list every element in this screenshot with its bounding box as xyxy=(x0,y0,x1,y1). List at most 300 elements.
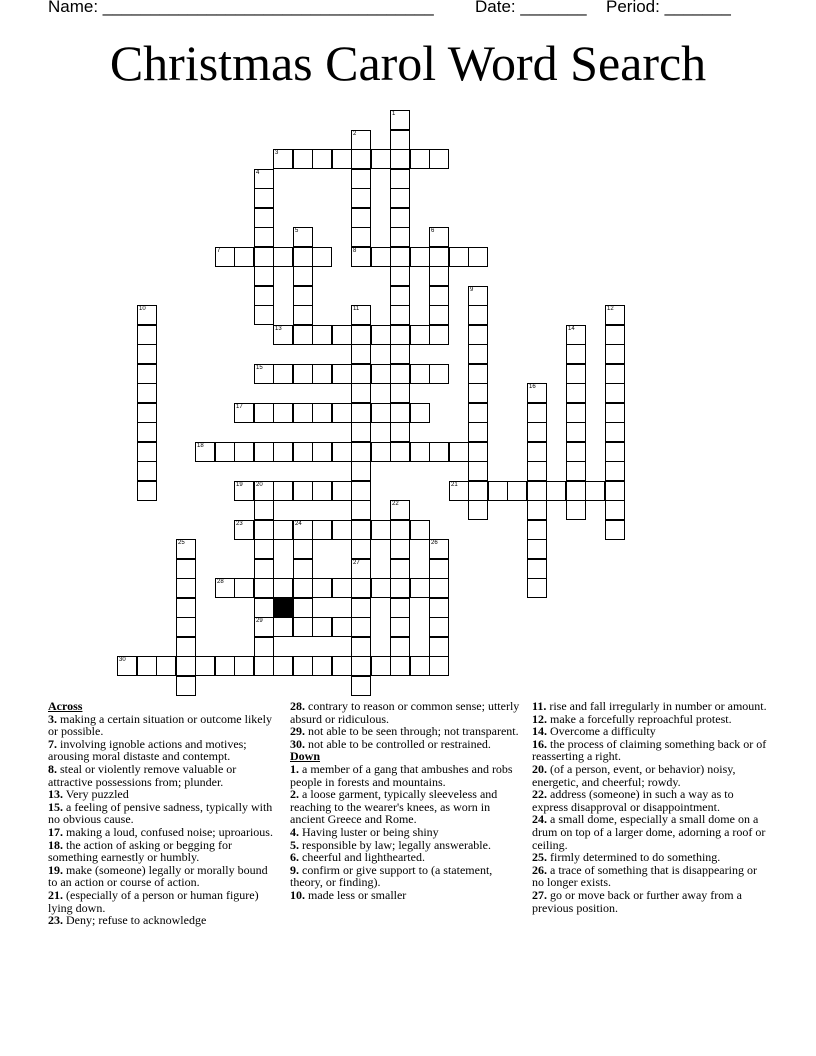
grid-cell[interactable] xyxy=(410,247,430,267)
across-clue xyxy=(290,700,526,725)
grid-cell[interactable] xyxy=(254,305,274,325)
clue-text: (of a person, event, or behavior) noisy, energetic, and cheerful; rowdy. xyxy=(532,761,736,789)
grid-cell[interactable] xyxy=(351,559,371,579)
grid-cell[interactable] xyxy=(137,383,157,403)
clue-text: responsible by law; legally answerable. xyxy=(299,837,491,852)
grid-cell[interactable] xyxy=(293,286,313,306)
grid-cell[interactable] xyxy=(332,617,352,637)
grid-cell[interactable] xyxy=(312,247,332,267)
grid-cell[interactable] xyxy=(254,578,274,598)
grid-cell[interactable] xyxy=(176,656,196,676)
grid-cell[interactable] xyxy=(293,442,313,462)
grid-cell[interactable] xyxy=(605,344,625,364)
grid-cell[interactable] xyxy=(293,149,313,169)
grid-cell[interactable] xyxy=(605,325,625,345)
page-title: Christmas Carol Word Search xyxy=(109,35,707,91)
grid-cell[interactable] xyxy=(527,559,547,579)
clue-number: 18 xyxy=(197,443,204,449)
grid-cell[interactable] xyxy=(527,461,547,481)
grid-cell[interactable] xyxy=(390,617,410,637)
grid-cell[interactable] xyxy=(468,344,488,364)
grid-cell[interactable] xyxy=(254,598,274,618)
grid-cell[interactable] xyxy=(566,461,586,481)
grid-cell[interactable] xyxy=(410,442,430,462)
clue-number: 5 xyxy=(295,228,299,234)
down-heading: Down xyxy=(290,749,321,764)
grid-cell[interactable] xyxy=(390,383,410,403)
down-clue xyxy=(532,763,768,788)
grid-cell[interactable] xyxy=(254,559,274,579)
grid-cell[interactable] xyxy=(293,481,313,501)
grid-cell[interactable] xyxy=(176,676,196,696)
grid-cell[interactable] xyxy=(254,247,274,267)
clue-number: 8 xyxy=(353,248,357,254)
grid-cell[interactable] xyxy=(605,383,625,403)
grid-cell[interactable] xyxy=(137,656,157,676)
grid-cell[interactable] xyxy=(351,305,371,325)
grid-cell[interactable] xyxy=(332,364,352,384)
grid-cell[interactable] xyxy=(254,481,274,501)
grid-cell[interactable] xyxy=(390,305,410,325)
grid-cell[interactable] xyxy=(137,364,157,384)
grid-cell[interactable] xyxy=(254,208,274,228)
grid-cell[interactable] xyxy=(527,383,547,403)
grid-cell[interactable] xyxy=(293,656,313,676)
across-clue xyxy=(48,801,276,826)
grid-cell[interactable] xyxy=(605,481,625,501)
grid-cell[interactable] xyxy=(312,364,332,384)
grid-cell[interactable] xyxy=(546,481,566,501)
grid-cell[interactable] xyxy=(293,578,313,598)
clue-number: 22 xyxy=(392,501,399,507)
grid-cell[interactable] xyxy=(429,286,449,306)
grid-cell[interactable] xyxy=(351,247,371,267)
grid-cell[interactable] xyxy=(137,422,157,442)
grid-cell[interactable] xyxy=(351,344,371,364)
grid-cell[interactable] xyxy=(351,617,371,637)
clue-number: 26 xyxy=(431,540,438,546)
grid-cell[interactable] xyxy=(605,442,625,462)
grid-cell[interactable] xyxy=(254,266,274,286)
grid-cell[interactable] xyxy=(390,559,410,579)
grid-cell[interactable] xyxy=(566,481,586,501)
grid-cell[interactable] xyxy=(468,325,488,345)
grid-cell[interactable] xyxy=(605,520,625,540)
clue-text: a member of a gang that ambushes and robs people in forests and mountains. xyxy=(290,761,513,789)
grid-cell[interactable] xyxy=(137,461,157,481)
grid-cell[interactable] xyxy=(390,520,410,540)
clue-num: 7. xyxy=(48,736,57,751)
grid-cell[interactable] xyxy=(351,500,371,520)
clue-text: a loose garment, typically sleeveless and reaching to the wearer's knees, as worn in ancient Greece and Rome. xyxy=(290,787,498,827)
clue-num: 6. xyxy=(290,850,299,865)
grid-cell[interactable] xyxy=(468,247,488,267)
grid-cell[interactable] xyxy=(351,149,371,169)
grid-cell[interactable] xyxy=(351,598,371,618)
grid-cell[interactable] xyxy=(254,364,274,384)
grid-cell[interactable] xyxy=(176,637,196,657)
grid-cell[interactable] xyxy=(585,481,605,501)
grid-cell[interactable] xyxy=(254,227,274,247)
grid-cell[interactable] xyxy=(429,559,449,579)
grid-cell[interactable] xyxy=(254,500,274,520)
grid-cell[interactable] xyxy=(293,403,313,423)
down-clue xyxy=(532,889,768,914)
grid-cell[interactable] xyxy=(234,403,254,423)
grid-cell[interactable] xyxy=(351,656,371,676)
grid-cell[interactable] xyxy=(351,403,371,423)
grid-cell[interactable] xyxy=(351,442,371,462)
grid-cell[interactable] xyxy=(293,266,313,286)
grid-cell[interactable] xyxy=(468,500,488,520)
grid-cell[interactable] xyxy=(293,227,313,247)
grid-cell[interactable] xyxy=(234,656,254,676)
grid-cell[interactable] xyxy=(312,656,332,676)
grid-cell[interactable] xyxy=(390,130,410,150)
grid-cell[interactable] xyxy=(390,539,410,559)
grid-cell[interactable] xyxy=(254,169,274,189)
clue-number: 14 xyxy=(568,326,575,332)
grid-cell[interactable] xyxy=(605,364,625,384)
grid-cell[interactable] xyxy=(429,598,449,618)
grid-cell[interactable] xyxy=(429,247,449,267)
grid-cell[interactable] xyxy=(351,364,371,384)
grid-cell[interactable] xyxy=(371,364,391,384)
grid-cell[interactable] xyxy=(410,325,430,345)
grid-cell[interactable] xyxy=(351,676,371,696)
grid-cell[interactable] xyxy=(351,208,371,228)
grid-cell[interactable] xyxy=(234,247,254,267)
clue-num: 10. xyxy=(290,887,305,902)
grid-cell[interactable] xyxy=(351,325,371,345)
grid-cell[interactable] xyxy=(137,403,157,423)
grid-cell[interactable] xyxy=(312,403,332,423)
clue-number: 19 xyxy=(236,482,243,488)
grid-cell[interactable] xyxy=(137,325,157,345)
grid-cell[interactable] xyxy=(605,403,625,423)
grid-cell[interactable] xyxy=(351,188,371,208)
grid-cell[interactable] xyxy=(429,149,449,169)
grid-cell[interactable] xyxy=(332,656,352,676)
grid-cell[interactable] xyxy=(215,442,235,462)
grid-cell[interactable] xyxy=(449,247,469,267)
grid-cell[interactable] xyxy=(273,578,293,598)
grid-cell[interactable] xyxy=(176,559,196,579)
grid-cell[interactable] xyxy=(293,598,313,618)
grid-cell[interactable] xyxy=(273,364,293,384)
clue-num: 23. xyxy=(48,913,63,928)
grid-cell[interactable] xyxy=(390,637,410,657)
grid-cell[interactable] xyxy=(254,637,274,657)
grid-cell[interactable] xyxy=(234,578,254,598)
grid-cell[interactable] xyxy=(312,442,332,462)
grid-cell[interactable] xyxy=(605,305,625,325)
grid-cell[interactable] xyxy=(351,130,371,150)
grid-cell[interactable] xyxy=(293,520,313,540)
clue-text: contrary to reason or common sense; utterly absurd or ridiculous. xyxy=(290,699,520,726)
grid-cell[interactable] xyxy=(195,656,215,676)
grid-cell[interactable] xyxy=(390,247,410,267)
grid-cell[interactable] xyxy=(390,403,410,423)
grid-cell[interactable] xyxy=(527,403,547,423)
clue-text: Having luster or being shiny xyxy=(299,824,439,839)
grid-cell[interactable] xyxy=(371,325,391,345)
grid-cell[interactable] xyxy=(566,500,586,520)
grid-cell[interactable] xyxy=(176,539,196,559)
grid-cell[interactable] xyxy=(273,481,293,501)
grid-cell[interactable] xyxy=(468,481,488,501)
grid-cell[interactable] xyxy=(234,442,254,462)
grid-cell[interactable] xyxy=(351,481,371,501)
grid-cell[interactable] xyxy=(468,305,488,325)
grid-cell[interactable] xyxy=(312,325,332,345)
clue-number: 12 xyxy=(607,306,614,312)
down-clue xyxy=(290,788,526,826)
grid-cell[interactable] xyxy=(254,539,274,559)
grid-cell[interactable] xyxy=(468,422,488,442)
grid-cell[interactable] xyxy=(351,169,371,189)
grid-cell[interactable] xyxy=(468,286,488,306)
grid-cell[interactable] xyxy=(566,422,586,442)
grid-cell[interactable] xyxy=(566,442,586,462)
grid-cell[interactable] xyxy=(390,325,410,345)
grid-cell[interactable] xyxy=(351,539,371,559)
grid-cell[interactable] xyxy=(566,383,586,403)
grid-cell[interactable] xyxy=(137,305,157,325)
grid-cell[interactable] xyxy=(410,403,430,423)
grid-cell[interactable] xyxy=(410,149,430,169)
period-field[interactable]: Period: _______ xyxy=(606,0,731,16)
grid-cell[interactable] xyxy=(273,617,293,637)
grid-cell[interactable] xyxy=(410,364,430,384)
grid-cell[interactable] xyxy=(273,520,293,540)
grid-cell[interactable] xyxy=(351,637,371,657)
clue-text: a trace of something that is disappearing or no longer exists. xyxy=(532,862,757,890)
clue-text: the action of asking or begging for something earnestly or humbly. xyxy=(48,837,232,865)
grid-cell[interactable] xyxy=(390,598,410,618)
grid-cell[interactable] xyxy=(371,149,391,169)
grid-cell[interactable] xyxy=(351,520,371,540)
grid-cell[interactable] xyxy=(351,578,371,598)
grid-cell[interactable] xyxy=(429,617,449,637)
grid-cell[interactable] xyxy=(312,481,332,501)
grid-cell[interactable] xyxy=(234,520,254,540)
grid-cell[interactable] xyxy=(371,656,391,676)
grid-cell[interactable] xyxy=(468,461,488,481)
grid-cell[interactable] xyxy=(254,442,274,462)
grid-cell[interactable] xyxy=(371,578,391,598)
grid-cell[interactable] xyxy=(215,247,235,267)
grid-cell[interactable] xyxy=(176,578,196,598)
grid-cell[interactable] xyxy=(390,578,410,598)
grid-cell[interactable] xyxy=(371,442,391,462)
grid-cell[interactable] xyxy=(351,461,371,481)
grid-cell[interactable] xyxy=(390,656,410,676)
down-clue xyxy=(532,788,768,813)
grid-cell[interactable] xyxy=(429,227,449,247)
grid-cell[interactable] xyxy=(254,286,274,306)
clue-num: 22. xyxy=(532,787,547,802)
grid-cell[interactable] xyxy=(351,227,371,247)
date-field[interactable]: Date: _______ xyxy=(475,0,587,16)
grid-cell[interactable] xyxy=(351,383,371,403)
grid-cell[interactable] xyxy=(390,188,410,208)
grid-cell[interactable] xyxy=(273,442,293,462)
grid-cell[interactable] xyxy=(390,422,410,442)
grid-cell[interactable] xyxy=(410,520,430,540)
grid-cell[interactable] xyxy=(332,149,352,169)
grid-cell[interactable] xyxy=(527,500,547,520)
grid-cell[interactable] xyxy=(293,364,313,384)
grid-cell[interactable] xyxy=(176,617,196,637)
clue-text: Very puzzled xyxy=(63,787,129,802)
clue-text: make a forcefully reproachful protest. xyxy=(547,711,732,726)
grid-cell[interactable] xyxy=(390,149,410,169)
grid-cell[interactable] xyxy=(312,520,332,540)
clue-text: Overcome a difficulty xyxy=(547,724,656,739)
grid-cell[interactable] xyxy=(429,539,449,559)
grid-cell[interactable] xyxy=(390,169,410,189)
grid-cell[interactable] xyxy=(468,403,488,423)
grid-cell[interactable] xyxy=(371,247,391,267)
grid-cell[interactable] xyxy=(215,656,235,676)
grid-cell[interactable] xyxy=(332,481,352,501)
grid-cell[interactable] xyxy=(273,247,293,267)
grid-cell[interactable] xyxy=(390,442,410,462)
clue-num: 25. xyxy=(532,850,547,865)
grid-cell[interactable] xyxy=(332,578,352,598)
across-clue xyxy=(48,738,276,763)
grid-cell[interactable] xyxy=(566,344,586,364)
grid-cell[interactable] xyxy=(527,520,547,540)
clue-text: cheerful and lighthearted. xyxy=(299,850,425,865)
grid-cell[interactable] xyxy=(293,539,313,559)
grid-cell[interactable] xyxy=(429,305,449,325)
grid-cell[interactable] xyxy=(527,442,547,462)
clue-num: 24. xyxy=(532,812,547,827)
grid-cell[interactable] xyxy=(488,481,508,501)
clue-text: firmly determined to do something. xyxy=(547,850,721,865)
grid-cell[interactable] xyxy=(215,578,235,598)
clue-number: 17 xyxy=(236,404,243,410)
clue-number: 16 xyxy=(529,384,536,390)
grid-cell[interactable] xyxy=(293,559,313,579)
grid-cell[interactable] xyxy=(429,442,449,462)
grid-cell[interactable] xyxy=(195,442,215,462)
grid-cell[interactable] xyxy=(312,578,332,598)
grid-cell[interactable] xyxy=(390,266,410,286)
grid-cell[interactable] xyxy=(312,617,332,637)
grid-cell[interactable] xyxy=(507,481,527,501)
grid-cell[interactable] xyxy=(429,637,449,657)
grid-cell[interactable] xyxy=(605,422,625,442)
clue-text: steal or violently remove valuable or attractive possessions from; plunder. xyxy=(48,761,237,789)
name-field[interactable]: Name: ___________________________________ xyxy=(48,0,434,16)
grid-cell[interactable] xyxy=(293,305,313,325)
grid-cell[interactable] xyxy=(156,656,176,676)
grid-cell[interactable] xyxy=(137,442,157,462)
grid-cell[interactable] xyxy=(410,656,430,676)
grid-cell[interactable] xyxy=(390,208,410,228)
grid-cell[interactable] xyxy=(371,403,391,423)
grid-cell[interactable] xyxy=(293,247,313,267)
grid-cell[interactable] xyxy=(429,325,449,345)
grid-cell[interactable] xyxy=(566,364,586,384)
grid-cell[interactable] xyxy=(351,422,371,442)
grid-cell[interactable] xyxy=(176,598,196,618)
clue-num: 17. xyxy=(48,824,63,839)
grid-cell[interactable] xyxy=(527,578,547,598)
grid-cell[interactable] xyxy=(566,325,586,345)
grid-cell[interactable] xyxy=(312,149,332,169)
grid-cell[interactable] xyxy=(527,539,547,559)
grid-cell[interactable] xyxy=(449,481,469,501)
clue-num: 13. xyxy=(48,787,63,802)
grid-cell[interactable] xyxy=(254,520,274,540)
grid-cell[interactable] xyxy=(137,344,157,364)
grid-cell[interactable] xyxy=(254,656,274,676)
grid-cell[interactable] xyxy=(390,110,410,130)
grid-cell[interactable] xyxy=(527,422,547,442)
grid-cell[interactable] xyxy=(332,442,352,462)
grid-cell[interactable] xyxy=(254,403,274,423)
grid-cell[interactable] xyxy=(273,149,293,169)
grid-cell[interactable] xyxy=(293,617,313,637)
clue-number: 13 xyxy=(275,326,282,332)
grid-cell[interactable] xyxy=(390,286,410,306)
grid-cell[interactable] xyxy=(273,403,293,423)
grid-cell[interactable] xyxy=(410,578,430,598)
clue-num: 16. xyxy=(532,736,547,751)
grid-cell[interactable] xyxy=(468,442,488,462)
grid-cell[interactable] xyxy=(332,325,352,345)
grid-cell[interactable] xyxy=(605,500,625,520)
grid-cell[interactable] xyxy=(254,188,274,208)
clue-num: 3. xyxy=(48,711,57,726)
clue-text: rise and fall irregularly in number or amount. xyxy=(546,699,767,713)
clue-num: 21. xyxy=(48,887,63,902)
grid-cell[interactable] xyxy=(390,500,410,520)
grid-cell[interactable] xyxy=(429,578,449,598)
grid-cell[interactable] xyxy=(429,656,449,676)
grid-cell[interactable] xyxy=(332,403,352,423)
grid-cell[interactable] xyxy=(273,325,293,345)
grid-cell[interactable] xyxy=(371,520,391,540)
blocked-cell xyxy=(273,598,293,618)
grid-cell[interactable] xyxy=(429,266,449,286)
grid-cell[interactable] xyxy=(273,656,293,676)
grid-cell[interactable] xyxy=(468,364,488,384)
grid-cell[interactable] xyxy=(390,344,410,364)
grid-cell[interactable] xyxy=(254,617,274,637)
across-clue xyxy=(48,889,276,914)
grid-cell[interactable] xyxy=(468,383,488,403)
grid-cell[interactable] xyxy=(332,520,352,540)
grid-cell[interactable] xyxy=(605,461,625,481)
grid-cell[interactable] xyxy=(234,481,254,501)
grid-cell[interactable] xyxy=(390,364,410,384)
grid-cell[interactable] xyxy=(449,442,469,462)
grid-cell[interactable] xyxy=(390,227,410,247)
clue-text: a feeling of pensive sadness, typically with no obvious cause. xyxy=(48,799,273,827)
down-clue xyxy=(532,864,768,889)
grid-cell[interactable] xyxy=(566,403,586,423)
grid-cell[interactable] xyxy=(117,656,137,676)
grid-cell[interactable] xyxy=(137,481,157,501)
grid-cell[interactable] xyxy=(293,325,313,345)
grid-cell[interactable] xyxy=(527,481,547,501)
grid-cell[interactable] xyxy=(429,364,449,384)
